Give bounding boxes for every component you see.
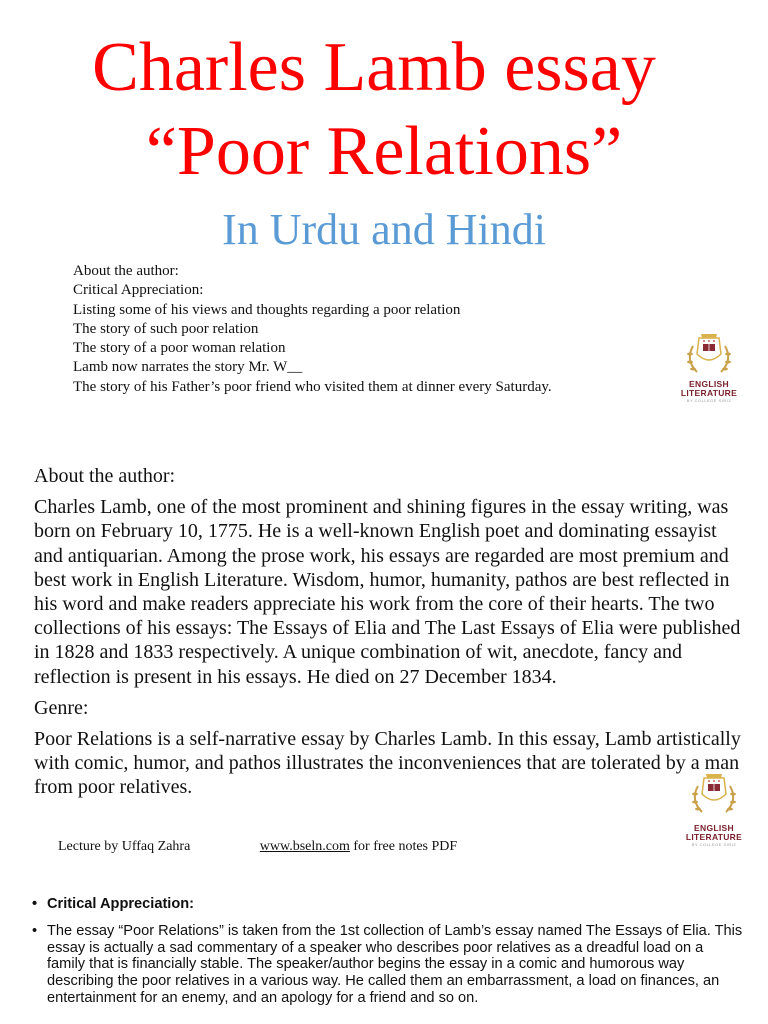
toc-item: Critical Appreciation: xyxy=(73,282,204,299)
genre-heading: Genre: xyxy=(34,696,89,719)
logo-text-english: ENGLISH xyxy=(689,379,729,389)
table-of-contents xyxy=(73,262,552,397)
english-literature-logo xyxy=(669,332,749,404)
footer xyxy=(58,838,457,856)
toc-item: The story of his Father’s poor friend who visited them at dinner every Saturday. xyxy=(73,378,552,395)
title-line-1: Charles Lamb essay xyxy=(92,29,656,106)
about-body: Charles Lamb, one of the most prominent and shining figures in the essay writing, was born on February 10, 1775. He is a well-known English poet and dominating essayist and antiquarian. Among the prose work, his essays are regarded are most premium and best work in English Literature. Wisdom, humor, humanity, pathos are best reflected in his word and make readers appreciate his work from the core of their hearts. The two collections of his essays: The Essays of Elia and The Last Essays of Elia were published in 1828 and 1833 respectively. A unique combination of wit, anecdote, fancy and reflection is present in his essays. He died on 27 December 1834. xyxy=(34,496,741,688)
bullet-icon: • xyxy=(32,922,38,939)
logo-text-literature: LITERATURE xyxy=(685,832,743,842)
logo-text-english: ENGLISH xyxy=(694,823,734,833)
toc-item: The story of such poor relation xyxy=(73,320,259,337)
about-heading: About the author: xyxy=(34,465,176,487)
laurel-book-icon xyxy=(679,332,739,380)
bullet-icon: • xyxy=(32,896,38,912)
genre-body: Poor Relations is a self-narrative essay by Charles Lamb. In this essay, Lamb artistically with comic, humor, and pathos illustrates the inconveniences that are tolerated by a man from poor relatives. xyxy=(34,728,741,799)
toc-item: About the author: xyxy=(73,263,179,279)
toc-item: Listing some of his views and thoughts regarding a poor relation xyxy=(73,301,461,318)
critical-appreciation-section xyxy=(32,896,744,1007)
critical-appreciation-heading: Critical Appreciation: xyxy=(47,896,195,912)
english-literature-logo xyxy=(674,768,754,848)
list-item xyxy=(32,896,744,913)
subtitle: In Urdu and Hindi xyxy=(222,205,546,254)
logo-text-tagline: BY COLLEGE SIRIZ xyxy=(691,842,737,847)
toc-item: Lamb now narrates the story Mr. W__ xyxy=(73,359,303,376)
logo-text-tagline: BY COLLEGE SIRIZ xyxy=(686,398,732,403)
about-section xyxy=(34,464,744,800)
website-suffix: for free notes PDF xyxy=(349,839,458,854)
toc-item: The story of a poor woman relation xyxy=(73,340,286,357)
logo-text-literature: LITERATURE xyxy=(680,388,738,398)
lecture-credit: Lecture by Uffaq Zahra xyxy=(58,839,191,854)
title-line-2: “Poor Relations” xyxy=(145,113,623,190)
laurel-book-icon xyxy=(684,768,744,824)
critical-appreciation-body: The essay “Poor Relations” is taken from the 1st collection of Lamb’s essay named The Essays of Elia. This essay is actually a sad commentary of a speaker who describes poor relatives as a dreadful load on a family that is financially stable. The speaker/author begins the essay in a comic and humorous way describing the poor relatives in a various way. He called them an embarrassment, a load on finances, an entertainment for an enemy, and an apology for a friend and so on. xyxy=(47,922,743,1006)
list-item xyxy=(32,923,744,1007)
website-link[interactable]: www.bseln.com xyxy=(259,839,350,854)
